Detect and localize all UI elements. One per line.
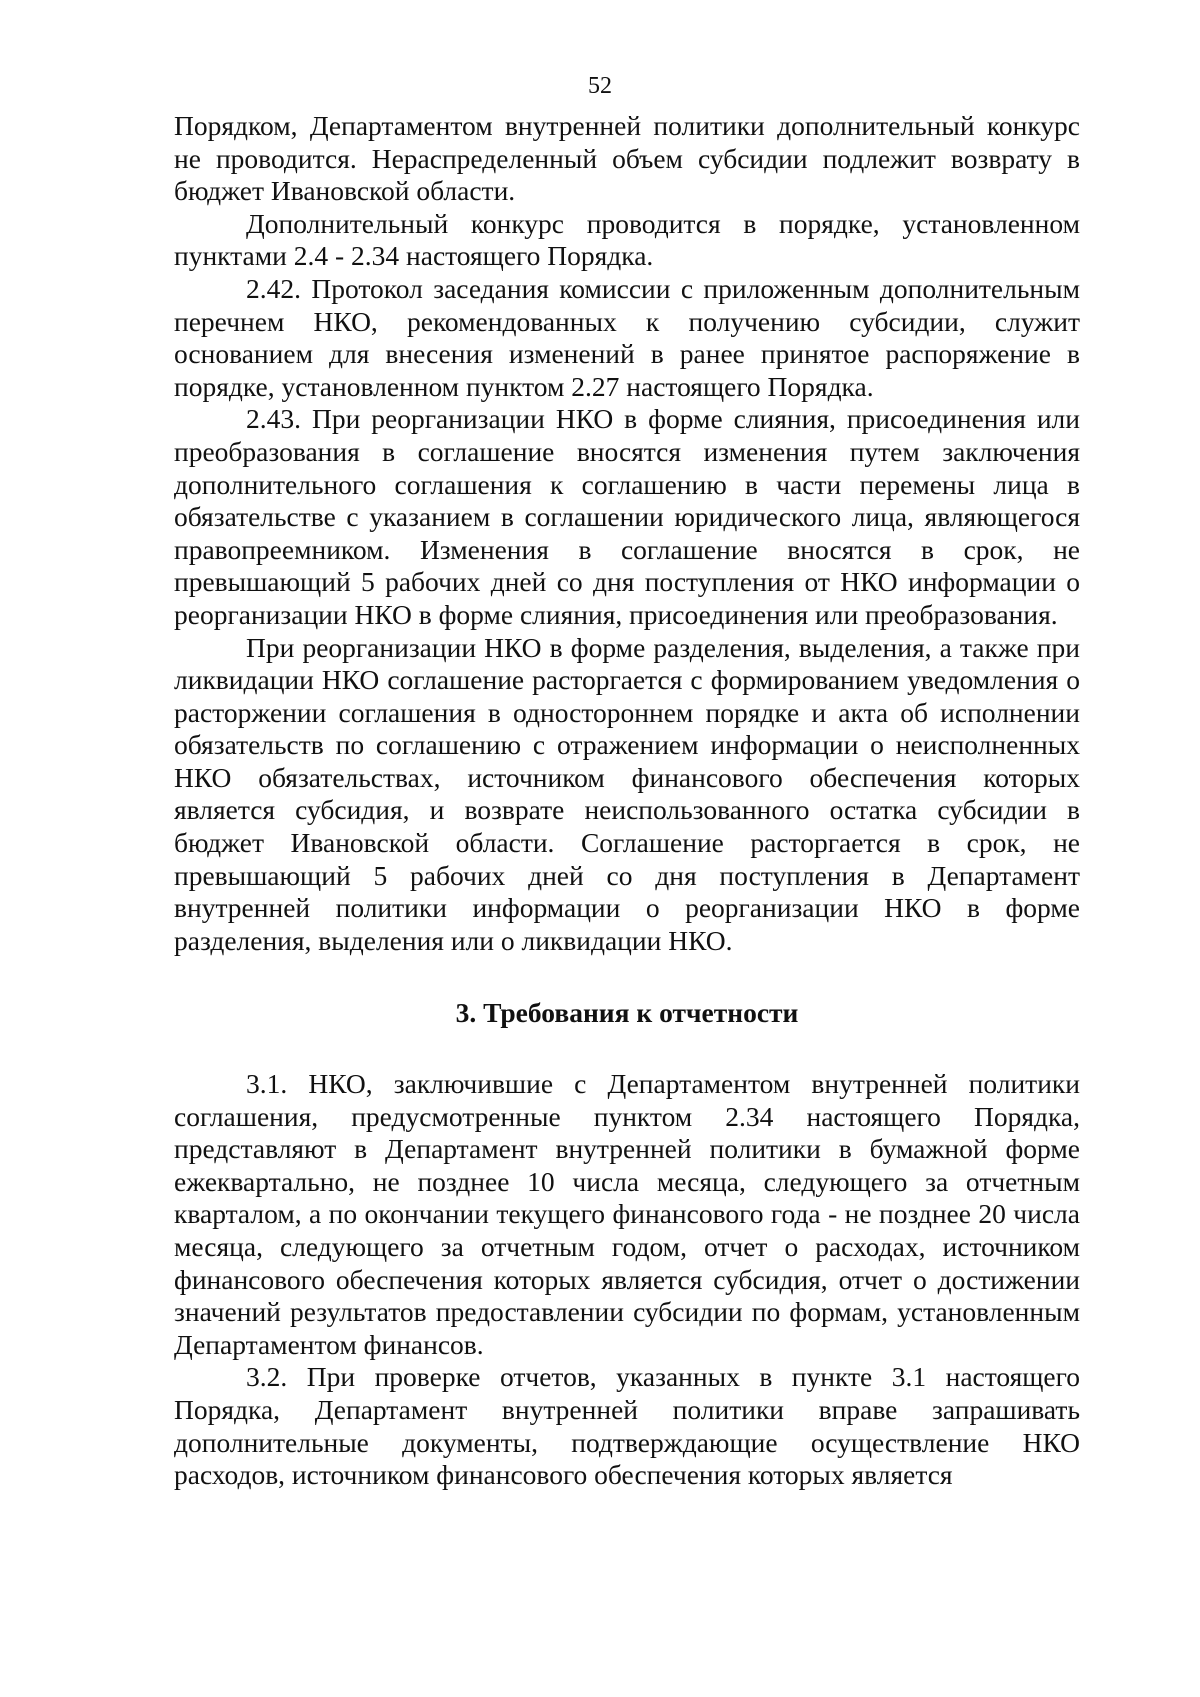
paragraph-3-1: 3.1. НКО, заключившие с Департаментом внутренней политики соглашения, предусмотренные пунктом 2.34 настоящего Порядка, представляют в Департамент внутренней политики в бумажной форме ежеквартально, не позднее 10 числа месяца, следующего за отчетным кварталом, а по окончании текущего финансового года - не позднее 20 числа месяца, следующего за отчетным годом, отчет о расходах, источником финансового обеспечения которых является субсидия, отчет о достижении значений результатов предоставлении субсидии по формам, установленным Департаментом финансов.	[174, 1068, 1080, 1360]
paragraph-3-2: 3.2. При проверке отчетов, указанных в пункте 3.1 настоящего Порядка, Департамент внутренней политики вправе запрашивать дополнительные документы, подтверждающие осуществление НКО расходов, источником финансового обеспечения которых является	[174, 1361, 1080, 1491]
paragraph-additional-contest: Дополнительный конкурс проводится в порядке, установленном пунктами 2.4 - 2.34 настоящего Порядка.	[174, 207, 1080, 272]
section-heading: 3. Требования к отчетности	[455, 997, 799, 1029]
paragraph-reorganization-division: При реорганизации НКО в форме разделения, выделения, а также при ликвидации НКО соглашение расторгается с формированием уведомления о расторжении соглашения в одностороннем порядке и акта об исполнении обязательств по соглашению с отражением информации о неисполненных НКО обязательствах, источником финансового обеспечения которых является субсидия, и возврате неиспользованного остатка субсидии в бюджет Ивановской области. Соглашение расторгается в срок, не превышающий 5 рабочих дней со дня поступления в Департамент внутренней политики информации о реорганизации НКО в форме разделения, выделения или о ликвидации НКО.	[174, 631, 1080, 956]
document-body	[174, 110, 1080, 1492]
paragraph-continuation: Порядком, Департаментом внутренней политики дополнительный конкурс не проводится. Нераспределенный объем субсидии подлежит возврату в бюджет Ивановской области.	[174, 110, 1080, 207]
paragraph-2-42: 2.42. Протокол заседания комиссии с приложенным дополнительным перечнем НКО, рекомендованных к получению субсидии, служит основанием для внесения изменений в ранее принятое распоряжение в порядке, установленном пунктом 2.27 настоящего Порядка.	[174, 272, 1080, 402]
paragraph-2-43: 2.43. При реорганизации НКО в форме слияния, присоединения или преобразования в соглашение вносятся изменения путем заключения дополнительного соглашения к соглашению в части перемены лица в обязательстве с указанием в соглашении юридического лица, являющегося правопреемником. Изменения в соглашение вносятся в срок, не превышающий 5 рабочих дней со дня поступления от НКО информации о реорганизации НКО в форме слияния, присоединения или преобразования.	[174, 403, 1080, 630]
page-number: 52	[588, 73, 612, 99]
